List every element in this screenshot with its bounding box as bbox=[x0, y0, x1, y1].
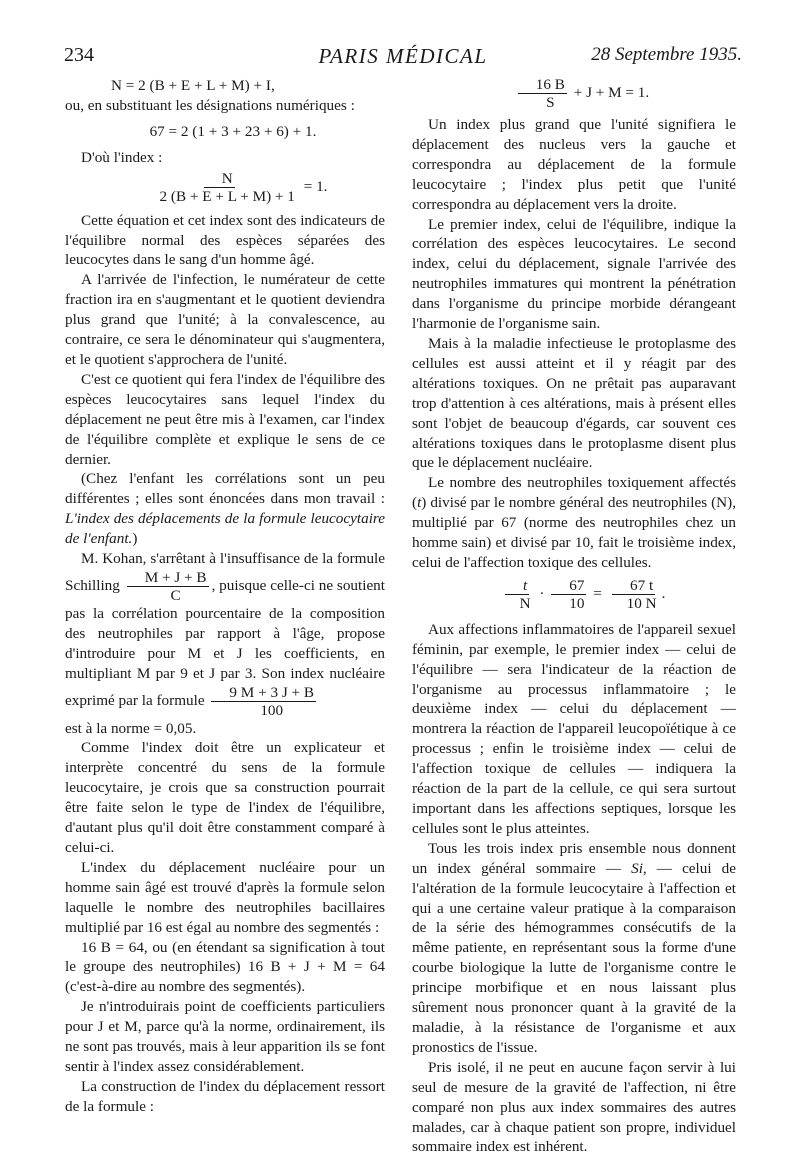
paragraph: C'est ce quotient qui fera l'index de l'équilibre des espèces leucocytaires sans lequel l'index du déplacement ne peut être mis à l'examen, car l'index de l'équilibre complète et explique le sens de ce dernier. bbox=[65, 370, 385, 468]
paragraph: est à la norme = 0,05. bbox=[65, 719, 197, 737]
fraction-numerator: 67 bbox=[551, 577, 586, 595]
text-run: M. Kohan, s'arrêtant à l'insuffisance de la formule Schilling bbox=[65, 550, 385, 594]
text-run: , puisque celle-ci ne soutient pas la corrélation pourcentaire de la composition des neutrophiles par rapport à l'âge, propose d'introduire pour M et J les coefficients, en multipliant M par 9 et J par 3. Son index nucléaire exprimé par la formule bbox=[65, 576, 385, 709]
text-run: Tous les trois index pris ensemble nous donnent un index général sommaire — bbox=[412, 839, 736, 877]
fraction-denominator: 10 N bbox=[626, 594, 657, 612]
text-run: Le nombre des neutrophiles toxiquement affectés ( bbox=[412, 474, 736, 512]
paragraph: Cette équation et cet index sont des indicateurs de l'équilibre normal des espèces séparées des leucocytes dans le sang d'un homme âgé. bbox=[65, 211, 385, 269]
running-header bbox=[64, 44, 742, 72]
fraction bbox=[518, 76, 567, 111]
fraction bbox=[142, 170, 297, 205]
paragraph: Le premier index, celui de l'équilibre, indique la corrélation des espèces leucocytaires. Le second index, celui du déplacement, signale l'arrivée des neutrophiles immatures qui montrent la pénétration dans l'organisme du principe morbide dérangeant l'harmonie de l'organisme sain. bbox=[412, 215, 736, 333]
fraction-denominator: 100 bbox=[260, 701, 284, 719]
paragraph: D'où l'index : bbox=[81, 148, 163, 166]
fraction-kohan bbox=[211, 684, 316, 719]
equation-equilibrium-index bbox=[65, 170, 385, 205]
fraction-numerator: 16 B bbox=[518, 76, 567, 94]
fraction bbox=[609, 577, 659, 612]
operator: . bbox=[661, 584, 666, 602]
text-run: , — celui de l'altération de la formule leucocytaire à l'affection et qui a une certaine valeur pratique à la comparaison de la série des hémogrammes consécutifs de la même patiente, en représentant sous la forme d'une courbe biologique la lutte de l'organisme contre le principe morbifique et en nous laissant plus sûrement nous prononcer quant à la gravité de la maladie, à la résistance de l'organisme et aux pronostics de l'issue. bbox=[412, 859, 736, 1056]
paragraph: Comme l'index doit être un explicateur et interprète concentré du sens de la formule leucocytaire, je crois que sa construction pourrait être faite selon le type de l'index de l'équilibre, d'autant plus qu'il doit être constamment comparé à celui-ci. bbox=[65, 739, 385, 856]
fraction-numerator: 9 M + 3 J + B bbox=[211, 684, 316, 702]
equation-toxic-index bbox=[412, 577, 736, 612]
journal-title: PARIS MÉDICAL bbox=[318, 44, 488, 68]
paragraph: A l'arrivée de l'infection, le numérateur de cette fraction ira en s'augmentant et le quotient deviendra plus grand que l'unité; à la convalescence, au contraire, ce sera le dénominateur qui s'augmentera, et le quotient s'approchera de l'unité. bbox=[65, 271, 385, 368]
fraction-numerator: N bbox=[204, 170, 235, 188]
fraction bbox=[502, 577, 533, 612]
paragraph: Mais à la maladie infectieuse le protoplasme des cellules est aussi atteint et il y réagit par des altérations toxiques. On ne prêtait pas auparavant trop d'attention à ces altérations, mais à présent elles sont l'objet de beaucoup d'égards, car souvent ces altérations toxiques dans le protoplasme disent plus que le déplacement nucléaire. bbox=[412, 334, 736, 472]
equation-numeric: 67 = 2 (1 + 3 + 23 + 6) + 1. bbox=[149, 122, 317, 140]
paragraph bbox=[65, 469, 385, 549]
paragraph: La construction de l'index du déplacement ressort de la formule : bbox=[65, 1077, 385, 1115]
page-number: 234 bbox=[64, 44, 94, 66]
fraction-denominator: 10 bbox=[569, 594, 585, 612]
equation-displacement-index bbox=[412, 76, 736, 111]
paragraph: ou, en substituant les désignations numériques : bbox=[65, 96, 355, 114]
fraction-denominator: 2 (B + E + L + M) + 1 bbox=[159, 187, 295, 205]
operator: · bbox=[539, 584, 545, 602]
paragraph: Je n'introduirais point de coefficients particuliers pour J et M, parce qu'à la norme, ordinairement, ils ne sont pas trouvés, mais à leur apparition ils se font sentir à l'index assez considérablement. bbox=[65, 998, 385, 1075]
left-column bbox=[65, 76, 385, 1117]
paragraph: L'index du déplacement nucléaire pour un homme sain âgé est trouvé d'après la formule selon laquelle le nombre des neutrophiles bacillaires multiplié par 16 est égal au nombre des segmentés : bbox=[65, 858, 385, 936]
paragraph: Pris isolé, il ne peut en aucune façon servir à lui seul de mesure de la gravité de l'affection, ni être comparé non plus aux index sommaires des autres malades, car à chaque patient son propre, individuel sommaire index est inhérent. bbox=[412, 1058, 736, 1156]
text-run: ) bbox=[132, 530, 138, 548]
paragraph: Un index plus grand que l'unité signifiera le déplacement des nucleus vers la gauche et correspondra au déplacement de la formule leucocytaire ; l'index plus petit que l'unité correspondra au déplacement vers la droite. bbox=[412, 116, 736, 213]
text-run: ) divisé par le nombre général des neutrophiles (N), multiplié par 67 (norme des neutrophiles chez un homme sain) et divisé par 10, fait le troisième index, celui de l'affection toxique des cellules. bbox=[412, 494, 736, 571]
paragraph: Aux affections inflammatoires de l'appareil sexuel féminin, par exemple, le premier index — celui de l'équilibre — sera l'indicateur de la réaction de l'organisme au processus inflammatoire ; le deuxième index — celui du déplacement — montrera la réaction de l'appareil leucopoïétique à ce processus ; enfin le troisième index — celui de l'affection toxique de cellules — indiquera la réaction de la part de la cellule, ce qui sera surtout important dans les affections septiques, lorsque les cellules sont le plus atteintes. bbox=[412, 620, 736, 837]
right-column bbox=[412, 76, 736, 1157]
fraction-denominator: N bbox=[519, 594, 531, 612]
fraction-numerator: 67 t bbox=[612, 577, 655, 595]
equation-rhs: = 1. bbox=[303, 177, 328, 195]
operator: = bbox=[593, 584, 602, 602]
equation-total: N = 2 (B + E + L + M) + I, bbox=[111, 77, 275, 94]
paragraph bbox=[65, 549, 385, 719]
paragraph: 16 B = 64, ou (en étendant sa signification à tout le groupe des neutrophiles) 16 B + J + M = 64 (c'est-à-dire au nombre des segmentés). bbox=[65, 938, 385, 996]
variable-t: t bbox=[417, 494, 422, 512]
work-title: L'index des déplacements de la formule leucocytaire de l'enfant. bbox=[65, 510, 385, 548]
text-run: (Chez l'enfant les corrélations sont un peu différentes ; elles sont énoncées dans mon travail : bbox=[65, 470, 385, 508]
fraction-denominator: S bbox=[546, 94, 555, 111]
paragraph bbox=[412, 839, 736, 1058]
fraction-denominator: C bbox=[170, 586, 181, 604]
symbol-si: Si bbox=[631, 859, 643, 877]
equation-rhs: + J + M = 1. bbox=[573, 83, 650, 101]
fraction-numerator: t bbox=[505, 577, 529, 595]
fraction-numerator: M + J + B bbox=[127, 569, 209, 587]
issue-date: 28 Septembre 1935. bbox=[591, 44, 742, 65]
fraction-schilling bbox=[127, 569, 209, 604]
paragraph bbox=[412, 473, 736, 573]
fraction bbox=[551, 577, 586, 612]
